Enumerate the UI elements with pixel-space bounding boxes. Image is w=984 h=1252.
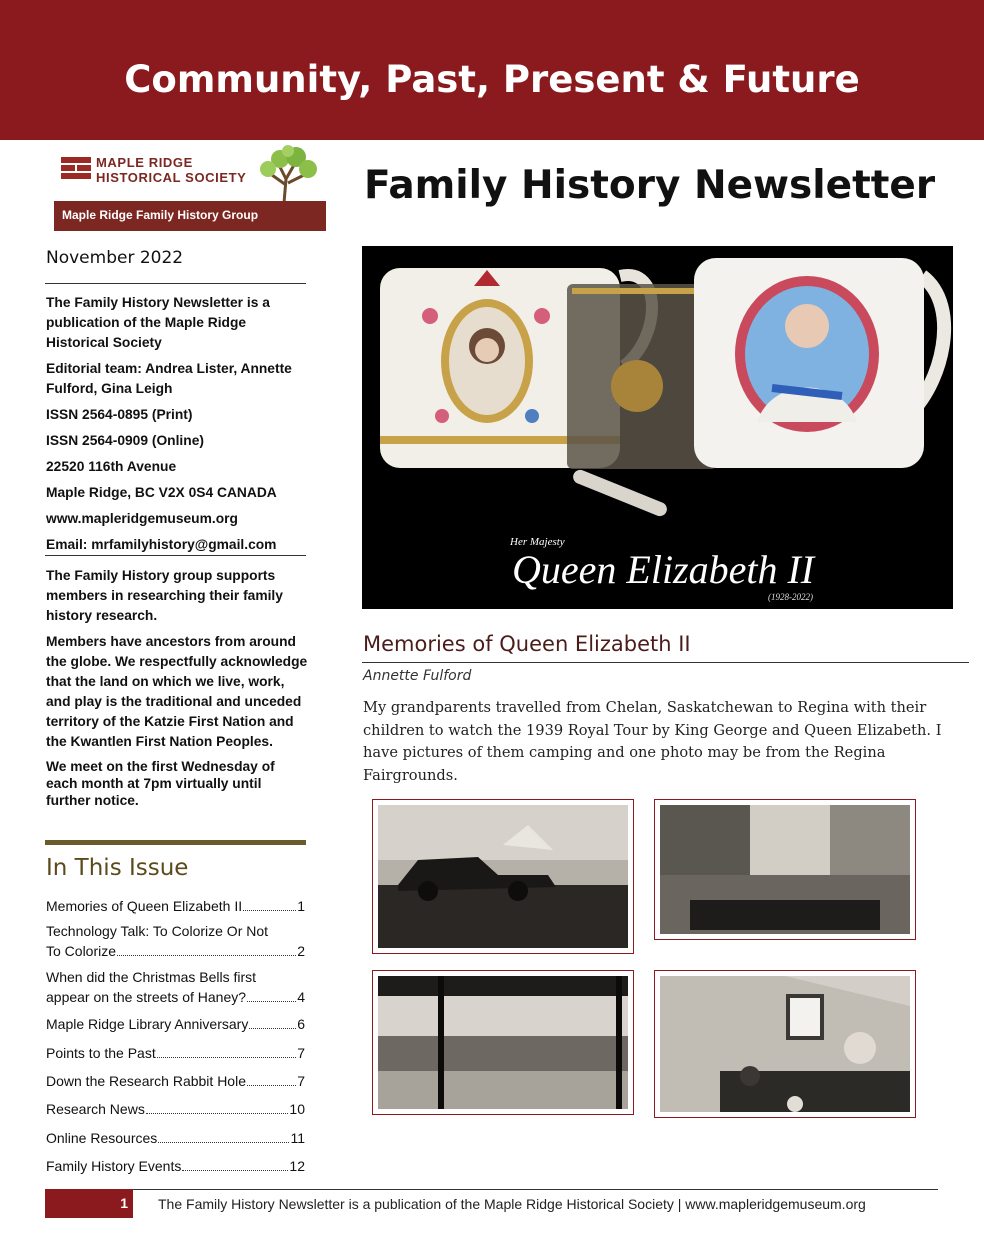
photo-image — [660, 805, 910, 934]
info-publication: The Family History Newsletter is a publication of the Maple Ridge Historical Society — [46, 295, 270, 350]
info-editors: Editorial team: Andrea Lister, Annette Fulford, Gina Leigh — [46, 361, 292, 396]
toc-item[interactable]: Technology Talk: To Colorize Or Not To Colorize 2 — [46, 923, 305, 959]
hero-name: Queen Elizabeth II — [512, 547, 815, 592]
hero-image — [362, 246, 953, 609]
toc-item[interactable]: Maple Ridge Library Anniversary 6 — [46, 1016, 305, 1032]
photo-fairgrounds — [372, 970, 634, 1115]
banner-title: Community, Past, Present & Future — [124, 58, 860, 101]
in-this-issue-heading: In This Issue — [46, 855, 189, 881]
tree-icon — [250, 145, 324, 203]
toc-item[interactable]: Down the Research Rabbit Hole 7 — [46, 1073, 305, 1089]
photo-image — [378, 976, 628, 1109]
photo-car-camp — [372, 799, 634, 954]
photo-image — [378, 805, 628, 948]
article-author: Annette Fulford — [363, 668, 472, 684]
toc-item[interactable]: Family History Events 12 — [46, 1158, 305, 1174]
about-group — [46, 566, 308, 815]
info-website: www.mapleridgemuseum.org — [46, 511, 238, 526]
about-acknowledgement: Members have ancestors from around the globe. We respectfully acknowledge that the land on which we live, work, and play is the traditional and unceded territory of the Katzie First Nation and the Kwantlen First Nation Peoples. — [46, 634, 308, 749]
brick-icon — [61, 157, 91, 185]
page-number: 1 — [120, 1195, 128, 1211]
divider — [362, 662, 969, 663]
toc-item[interactable]: Points to the Past 7 — [46, 1045, 305, 1061]
info-email: Email: mrfamilyhistory@gmail.com — [46, 537, 277, 552]
toc-item[interactable]: Research News 10 — [46, 1101, 305, 1117]
divider — [45, 555, 306, 556]
publication-info — [46, 293, 308, 561]
info-address-city: Maple Ridge, BC V2X 0S4 CANADA — [46, 485, 277, 500]
issue-date: November 2022 — [46, 248, 184, 268]
society-logo — [54, 145, 326, 231]
footer-rule — [45, 1189, 938, 1190]
toc-item[interactable]: Online Resources 11 — [46, 1130, 305, 1146]
photo-building — [654, 799, 916, 940]
divider — [45, 840, 306, 845]
hero-subtitle: Her Majesty — [510, 536, 565, 548]
photo-tent — [654, 970, 916, 1118]
footer-text: The Family History Newsletter is a publication of the Maple Ridge Historical Society | www.mapleridgemuseum.org — [158, 1196, 866, 1212]
divider — [45, 283, 306, 284]
info-address-street: 22520 116th Avenue — [46, 459, 177, 474]
about-meetings: We meet on the first Wednesday of each month at 7pm virtually until further notice. — [46, 759, 275, 808]
photo-image — [660, 976, 910, 1112]
newsletter-title: Family History Newsletter — [364, 163, 936, 208]
logo-group-label: Maple Ridge Family History Group — [62, 208, 259, 222]
toc-item[interactable]: Memories of Queen Elizabeth II 1 — [46, 898, 305, 914]
article-title: Memories of Queen Elizabeth II — [363, 632, 691, 656]
article-body: My grandparents travelled from Chelan, Saskatchewan to Regina with their children to watch the 1939 Royal Tour by King George and Queen Elizabeth. I have pictures of them camping and one photo may be from the Regina Fairgrounds. — [363, 699, 942, 784]
toc-item[interactable]: When did the Christmas Bells first appear on the streets of Haney? 4 — [46, 969, 305, 1005]
info-issn-print: ISSN 2564-0895 (Print) — [46, 407, 193, 422]
about-purpose: The Family History group supports members in researching their family history research. — [46, 568, 283, 623]
logo-name: MAPLE RIDGE HISTORICAL SOCIETY — [96, 155, 247, 185]
info-issn-online: ISSN 2564-0909 (Online) — [46, 433, 204, 448]
logo-group-bar — [54, 201, 326, 231]
hero-years: (1928-2022) — [768, 592, 813, 602]
